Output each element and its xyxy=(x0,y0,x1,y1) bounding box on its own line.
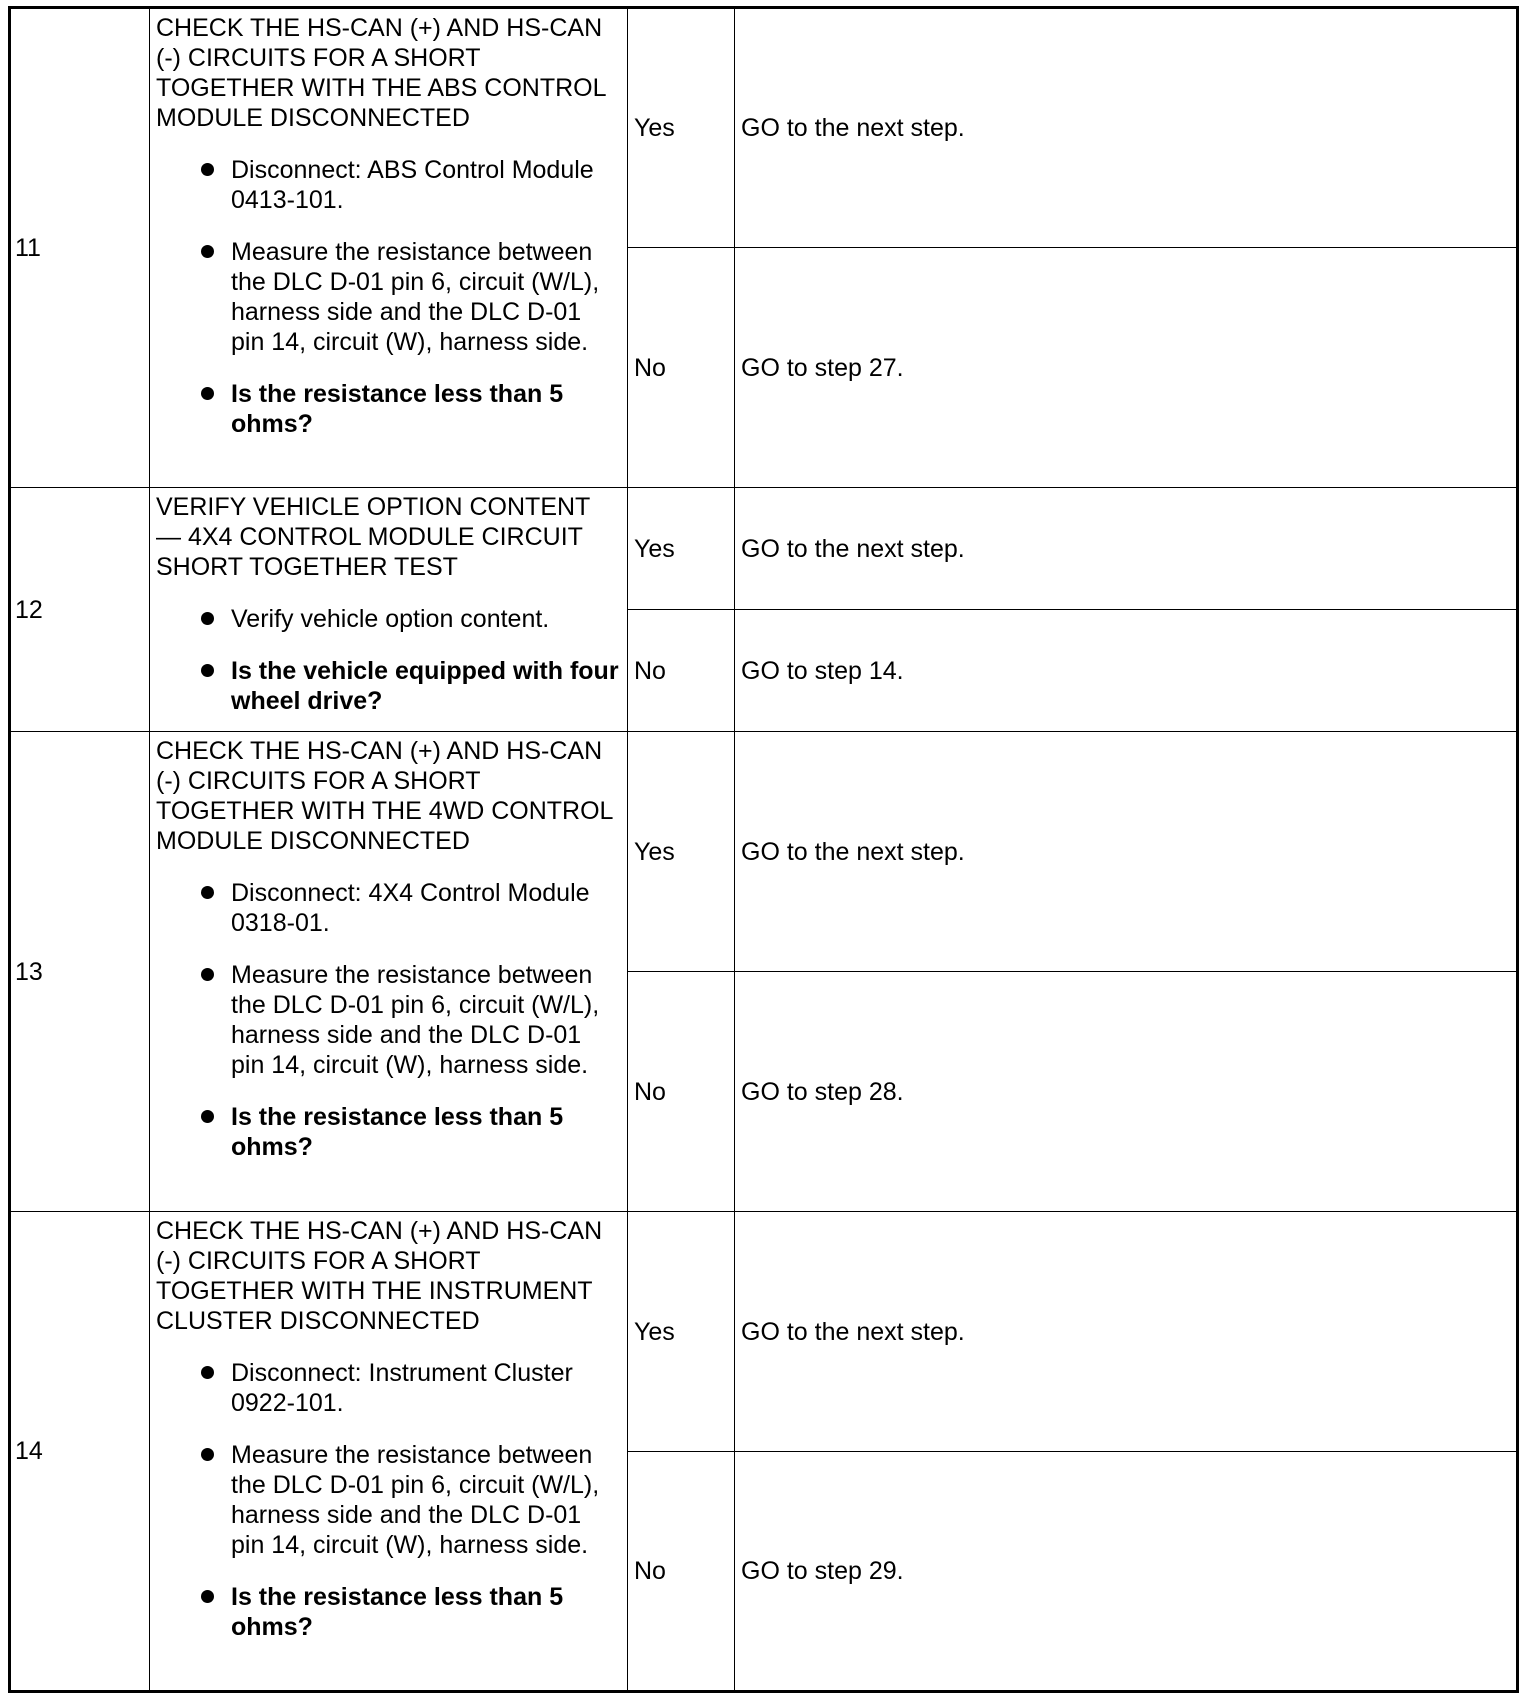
bullet-icon xyxy=(201,1366,214,1379)
answer-yes: Yes xyxy=(628,8,735,248)
step-number: 11 xyxy=(10,8,150,488)
bullet-item xyxy=(156,1358,621,1418)
step-row-13-yes xyxy=(10,732,1518,972)
bullet-icon xyxy=(201,968,214,981)
bullet-text: Measure the resistance between the DLC D-01 pin 6, circuit (W/L), harness side and the DLC D-01 pin 14, circuit (W), harness side. xyxy=(231,1441,600,1559)
step-heading: CHECK THE HS-CAN (+) AND HS-CAN (-) CIRCUITS FOR A SHORT TOGETHER WITH THE 4WD CONTROL MODULE DISCONNECTED xyxy=(156,737,613,855)
bullet-item xyxy=(156,237,621,357)
step-number: 14 xyxy=(10,1212,150,1692)
result-yes: GO to the next step. xyxy=(735,8,1518,248)
result-yes: GO to the next step. xyxy=(735,488,1518,610)
result-yes: GO to the next step. xyxy=(735,732,1518,972)
bullet-icon xyxy=(201,1110,214,1123)
step-bullet-list xyxy=(156,155,621,439)
question-text: Is the resistance less than 5 ohms? xyxy=(231,380,564,438)
answer-yes: Yes xyxy=(628,1212,735,1452)
bullet-text: Measure the resistance between the DLC D-01 pin 6, circuit (W/L), harness side and the DLC D-01 pin 14, circuit (W), harness side. xyxy=(231,238,600,356)
question-item xyxy=(156,379,621,439)
question-item xyxy=(156,1582,621,1642)
bullet-item xyxy=(156,960,621,1080)
step-action xyxy=(150,8,628,488)
bullet-icon xyxy=(201,664,214,677)
step-bullet-list xyxy=(156,604,621,716)
result-no: GO to step 29. xyxy=(735,1452,1518,1692)
question-text: Is the resistance less than 5 ohms? xyxy=(231,1583,564,1641)
bullet-text: Disconnect: 4X4 Control Module 0318-01. xyxy=(231,879,590,937)
answer-yes: Yes xyxy=(628,488,735,610)
step-heading: CHECK THE HS-CAN (+) AND HS-CAN (-) CIRCUITS FOR A SHORT TOGETHER WITH THE ABS CONTROL MODULE DISCONNECTED xyxy=(156,14,606,132)
bullet-item xyxy=(156,155,621,215)
step-action xyxy=(150,1212,628,1692)
step-number: 13 xyxy=(10,732,150,1212)
step-action xyxy=(150,488,628,732)
answer-no: No xyxy=(628,610,735,732)
question-text: Is the vehicle equipped with four wheel drive? xyxy=(231,657,619,715)
bullet-icon xyxy=(201,163,214,176)
bullet-icon xyxy=(201,245,214,258)
bullet-text: Measure the resistance between the DLC D-01 pin 6, circuit (W/L), harness side and the DLC D-01 pin 14, circuit (W), harness side. xyxy=(231,961,600,1079)
step-bullet-list xyxy=(156,1358,621,1642)
bullet-text: Verify vehicle option content. xyxy=(231,605,550,633)
step-bullet-list xyxy=(156,878,621,1162)
step-number: 12 xyxy=(10,488,150,732)
answer-no: No xyxy=(628,248,735,488)
result-no: GO to step 28. xyxy=(735,972,1518,1212)
bullet-icon xyxy=(201,612,214,625)
bullet-item xyxy=(156,878,621,938)
step-row-12-yes xyxy=(10,488,1518,610)
result-yes: GO to the next step. xyxy=(735,1212,1518,1452)
result-no: GO to step 27. xyxy=(735,248,1518,488)
step-action xyxy=(150,732,628,1212)
question-text: Is the resistance less than 5 ohms? xyxy=(231,1103,564,1161)
answer-no: No xyxy=(628,1452,735,1692)
result-no: GO to step 14. xyxy=(735,610,1518,732)
bullet-text: Disconnect: Instrument Cluster 0922-101. xyxy=(231,1359,573,1417)
question-item xyxy=(156,656,621,716)
bullet-icon xyxy=(201,886,214,899)
bullet-item xyxy=(156,1440,621,1560)
bullet-icon xyxy=(201,387,214,400)
step-row-11-yes xyxy=(10,8,1518,248)
answer-no: No xyxy=(628,972,735,1212)
step-row-14-yes xyxy=(10,1212,1518,1452)
bullet-icon xyxy=(201,1448,214,1461)
question-item xyxy=(156,1102,621,1162)
bullet-text: Disconnect: ABS Control Module 0413-101. xyxy=(231,156,594,214)
bullet-icon xyxy=(201,1590,214,1603)
bullet-item xyxy=(156,604,621,634)
diagnostic-table xyxy=(8,6,1519,1693)
step-heading: CHECK THE HS-CAN (+) AND HS-CAN (-) CIRCUITS FOR A SHORT TOGETHER WITH THE INSTRUMENT CLUSTER DISCONNECTED xyxy=(156,1217,603,1335)
step-heading: VERIFY VEHICLE OPTION CONTENT — 4X4 CONTROL MODULE CIRCUIT SHORT TOGETHER TEST xyxy=(156,493,590,581)
answer-yes: Yes xyxy=(628,732,735,972)
